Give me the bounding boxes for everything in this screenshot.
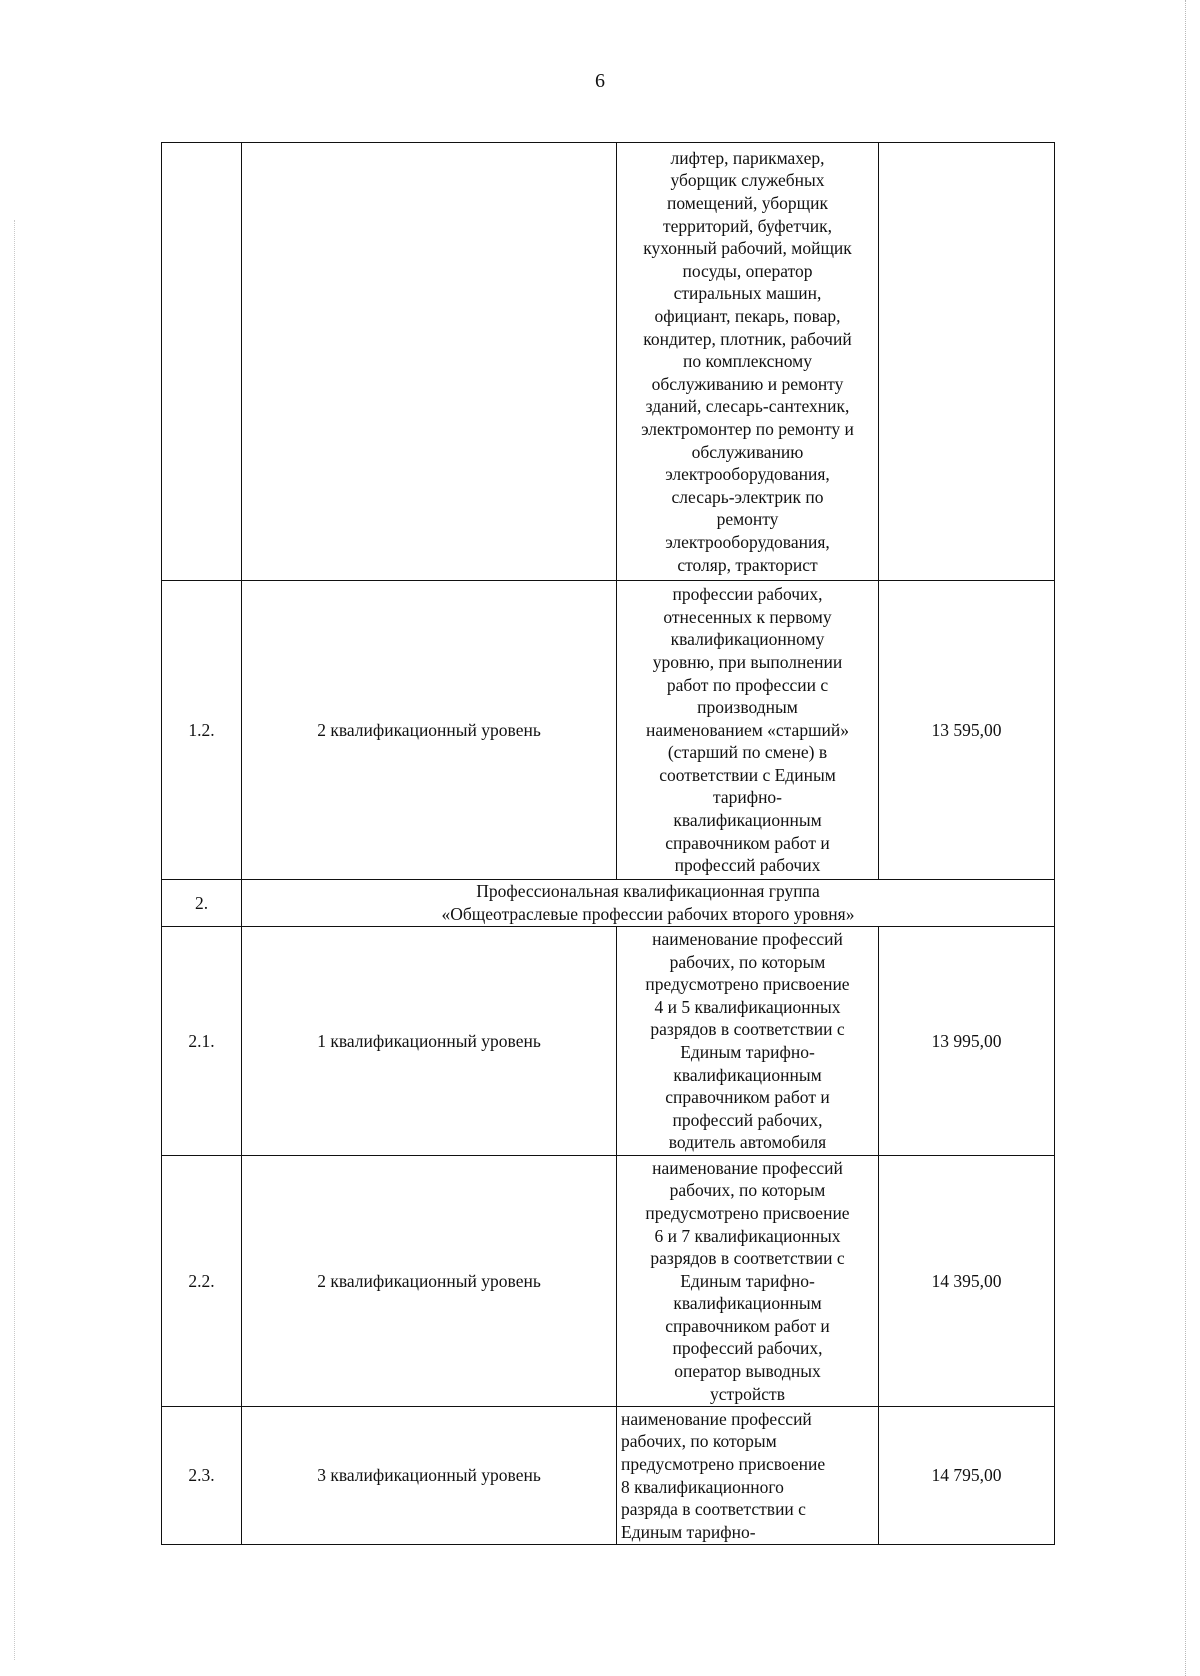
- salary-cell: 14 795,00: [879, 1407, 1055, 1545]
- row-number-cell: 2.2.: [162, 1156, 242, 1407]
- salary-cell: 14 395,00: [879, 1156, 1055, 1407]
- table-row-2-3: [162, 1407, 1055, 1545]
- page-number: 6: [595, 70, 605, 92]
- description-cell: лифтер, парикмахер, уборщик служебных помещений, уборщик территорий, буфетчик, кухонный рабочий, мойщик посуды, оператор стиральных машин, официант, пекарь, повар, кондитер, плотник, рабочий по комплексному обслуживанию и ремонту зданий, слесарь-сантехник, электромонтер по ремонту и обслуживанию электрооборудования, слесарь-электрик по ремонту электрооборудования, столяр, тракторист: [617, 143, 879, 581]
- row-number-cell: 1.2.: [162, 581, 242, 880]
- level-cell: 1 квалификационный уровень: [242, 927, 617, 1156]
- level-cell: 2 квалификационный уровень: [242, 581, 617, 880]
- level-cell: 3 квалификационный уровень: [242, 1407, 617, 1545]
- description-cell: профессии рабочих, отнесенных к первому квалификационному уровню, при выполнении работ по профессии с производным наименованием «старший» (старший по смене) в соответствии с Единым тарифно- квалификационным справочником работ и профессий рабочих: [617, 581, 879, 880]
- group-number-cell: 2.: [162, 880, 242, 927]
- table-row-group-2: [162, 880, 1055, 927]
- salary-cell: 13 595,00: [879, 581, 1055, 880]
- table-row-2-1: [162, 927, 1055, 1156]
- level-cell: 2 квалификационный уровень: [242, 1156, 617, 1407]
- salary-cell: [879, 143, 1055, 581]
- salary-table: [161, 142, 1055, 1545]
- description-cell: наименование профессий рабочих, по которым предусмотрено присвоение 8 квалификационного разряда в соответствии с Единым тарифно-: [617, 1407, 879, 1545]
- row-number-cell: [162, 143, 242, 581]
- row-number-cell: 2.1.: [162, 927, 242, 1156]
- group-title-cell: Профессиональная квалификационная группа «Общеотраслевые профессии рабочих второго уровня»: [242, 880, 1055, 927]
- scan-edge-left: [14, 220, 16, 1660]
- table-row-2-2: [162, 1156, 1055, 1407]
- salary-cell: 13 995,00: [879, 927, 1055, 1156]
- description-cell: наименование профессий рабочих, по которым предусмотрено присвоение 4 и 5 квалификационных разрядов в соответствии с Единым тарифно- квалификационным справочником работ и профессий рабочих, водитель автомобиля: [617, 927, 879, 1156]
- level-cell: [242, 143, 617, 581]
- table-row-1-2: [162, 581, 1055, 880]
- description-cell: наименование профессий рабочих, по которым предусмотрено присвоение 6 и 7 квалификационных разрядов в соответствии с Единым тарифно- квалификационным справочником работ и профессий рабочих, оператор выводных устройств: [617, 1156, 879, 1407]
- scan-edge-right: [1184, 0, 1186, 1676]
- table-row-continuation: [162, 143, 1055, 581]
- row-number-cell: 2.3.: [162, 1407, 242, 1545]
